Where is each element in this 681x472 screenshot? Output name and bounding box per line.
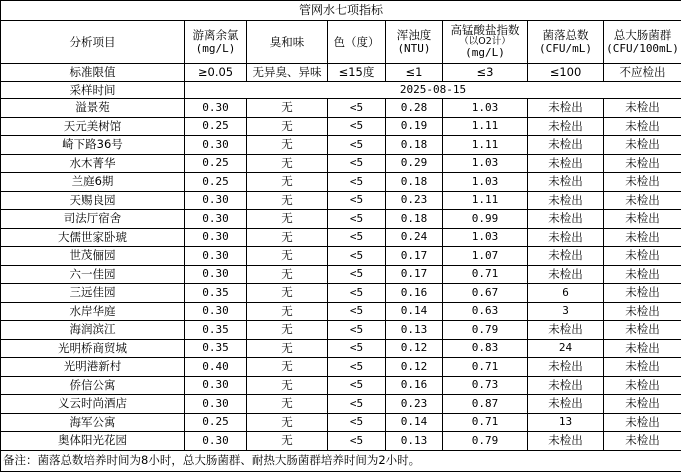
value-cell: <5 bbox=[328, 413, 386, 432]
site-name-cell: 海润滨江 bbox=[1, 321, 185, 340]
table-row bbox=[1, 413, 681, 432]
value-cell: <5 bbox=[328, 395, 386, 414]
value-cell: 1.11 bbox=[443, 136, 528, 155]
value-cell: 0.30 bbox=[185, 191, 247, 210]
value-cell: 1.03 bbox=[443, 228, 528, 247]
value-cell: 未检出 bbox=[528, 210, 604, 229]
value-cell: 0.23 bbox=[386, 395, 443, 414]
value-cell: 1.11 bbox=[443, 117, 528, 136]
table-note: 备注：菌落总数培养时间为8小时，总大肠菌群、耐热大肠菌群培养时间为2小时。 bbox=[1, 450, 681, 471]
value-cell: 0.71 bbox=[443, 413, 528, 432]
value-cell: 未检出 bbox=[604, 228, 681, 247]
table-title-row bbox=[1, 1, 681, 21]
site-name-cell: 崎下路36号 bbox=[1, 136, 185, 155]
note-row bbox=[1, 450, 681, 471]
value-cell: 未检出 bbox=[604, 395, 681, 414]
value-cell: <5 bbox=[328, 376, 386, 395]
value-cell: 未检出 bbox=[528, 136, 604, 155]
value-cell: 未检出 bbox=[604, 358, 681, 377]
value-cell: 0.18 bbox=[386, 136, 443, 155]
value-cell: 1.03 bbox=[443, 173, 528, 192]
value-cell: <5 bbox=[328, 247, 386, 266]
value-cell: 0.87 bbox=[443, 395, 528, 414]
value-cell: 未检出 bbox=[528, 395, 604, 414]
value-cell: 未检出 bbox=[604, 321, 681, 340]
value-cell: 13 bbox=[528, 413, 604, 432]
value-cell: 0.30 bbox=[185, 395, 247, 414]
value-cell: 未检出 bbox=[528, 247, 604, 266]
value-cell: 0.19 bbox=[386, 117, 443, 136]
value-cell: 1.03 bbox=[443, 154, 528, 173]
value-cell: 0.30 bbox=[185, 99, 247, 118]
value-cell: <5 bbox=[328, 228, 386, 247]
header-colony-count: 菌落总数 (CFU/mL) bbox=[528, 21, 604, 64]
site-name-cell: 天赐良园 bbox=[1, 191, 185, 210]
value-cell: 未检出 bbox=[528, 376, 604, 395]
value-cell: 未检出 bbox=[604, 191, 681, 210]
site-name-cell: 水木菁华 bbox=[1, 154, 185, 173]
value-cell: 无 bbox=[247, 247, 328, 266]
table-row bbox=[1, 376, 681, 395]
value-cell: 0.30 bbox=[185, 376, 247, 395]
value-cell: 0.79 bbox=[443, 321, 528, 340]
value-cell: 未检出 bbox=[528, 432, 604, 451]
site-name-cell: 大儒世家卧琥 bbox=[1, 228, 185, 247]
value-cell: 未检出 bbox=[528, 321, 604, 340]
header-coliform: 总大肠菌群 (CFU/100mL) bbox=[604, 21, 681, 64]
value-cell: 无 bbox=[247, 321, 328, 340]
value-cell: 未检出 bbox=[604, 413, 681, 432]
value-cell: 0.23 bbox=[386, 191, 443, 210]
site-name-cell: 世茂俪园 bbox=[1, 247, 185, 266]
value-cell: 未检出 bbox=[604, 302, 681, 321]
table-row bbox=[1, 247, 681, 266]
value-cell: <5 bbox=[328, 173, 386, 192]
sampling-label: 采样时间 bbox=[1, 82, 185, 99]
value-cell: 0.35 bbox=[185, 321, 247, 340]
site-name-cell: 义云时尚酒店 bbox=[1, 395, 185, 414]
value-cell: 未检出 bbox=[528, 228, 604, 247]
value-cell: 未检出 bbox=[528, 358, 604, 377]
value-cell: <5 bbox=[328, 265, 386, 284]
value-cell: 无 bbox=[247, 173, 328, 192]
value-cell: 0.79 bbox=[443, 432, 528, 451]
table-row bbox=[1, 265, 681, 284]
value-cell: 24 bbox=[528, 339, 604, 358]
table-row bbox=[1, 99, 681, 118]
site-name-cell: 水岸华庭 bbox=[1, 302, 185, 321]
value-cell: 0.25 bbox=[185, 154, 247, 173]
standard-value: ≤3 bbox=[443, 64, 528, 82]
value-cell: 未检出 bbox=[528, 117, 604, 136]
site-name-cell: 光明港新村 bbox=[1, 358, 185, 377]
value-cell: 未检出 bbox=[604, 376, 681, 395]
data-rows bbox=[1, 99, 681, 451]
table-row bbox=[1, 339, 681, 358]
table-row bbox=[1, 395, 681, 414]
value-cell: 无 bbox=[247, 284, 328, 303]
value-cell: 0.73 bbox=[443, 376, 528, 395]
value-cell: <5 bbox=[328, 99, 386, 118]
value-cell: 未检出 bbox=[604, 136, 681, 155]
value-cell: 0.24 bbox=[386, 228, 443, 247]
value-cell: 未检出 bbox=[604, 339, 681, 358]
value-cell: 0.14 bbox=[386, 413, 443, 432]
value-cell: <5 bbox=[328, 321, 386, 340]
table-row bbox=[1, 210, 681, 229]
standard-label: 标准限值 bbox=[1, 64, 185, 82]
value-cell: 0.16 bbox=[386, 284, 443, 303]
value-cell: 1.07 bbox=[443, 247, 528, 266]
standard-value: ≤100 bbox=[528, 64, 604, 82]
value-cell: <5 bbox=[328, 210, 386, 229]
value-cell: 0.29 bbox=[386, 154, 443, 173]
value-cell: 无 bbox=[247, 302, 328, 321]
site-name-cell: 海军公寓 bbox=[1, 413, 185, 432]
value-cell: 未检出 bbox=[528, 265, 604, 284]
table-row bbox=[1, 432, 681, 451]
value-cell: 0.16 bbox=[386, 376, 443, 395]
value-cell: 0.99 bbox=[443, 210, 528, 229]
value-cell: 无 bbox=[247, 136, 328, 155]
header-permanganate: 高锰酸盐指数 （以O2计） (mg/L) bbox=[443, 21, 528, 64]
site-name-cell: 溢景苑 bbox=[1, 99, 185, 118]
value-cell: 无 bbox=[247, 154, 328, 173]
table-row bbox=[1, 302, 681, 321]
value-cell: 0.30 bbox=[185, 302, 247, 321]
value-cell: 无 bbox=[247, 99, 328, 118]
value-cell: 无 bbox=[247, 358, 328, 377]
value-cell: 0.40 bbox=[185, 358, 247, 377]
value-cell: 1.11 bbox=[443, 191, 528, 210]
value-cell: 无 bbox=[247, 265, 328, 284]
header-row bbox=[1, 21, 681, 64]
header-color: 色（度） bbox=[328, 21, 386, 64]
value-cell: 0.25 bbox=[185, 173, 247, 192]
header-turbidity: 浑浊度 (NTU) bbox=[386, 21, 443, 64]
site-name-cell: 侨信公寓 bbox=[1, 376, 185, 395]
value-cell: 未检出 bbox=[604, 117, 681, 136]
value-cell: <5 bbox=[328, 117, 386, 136]
value-cell: 未检出 bbox=[604, 432, 681, 451]
sampling-date: 2025-08-15 bbox=[185, 82, 681, 99]
value-cell: 无 bbox=[247, 210, 328, 229]
value-cell: 0.71 bbox=[443, 265, 528, 284]
value-cell: 未检出 bbox=[604, 154, 681, 173]
value-cell: 0.17 bbox=[386, 247, 443, 266]
value-cell: 未检出 bbox=[604, 284, 681, 303]
value-cell: 0.30 bbox=[185, 136, 247, 155]
table-title: 管网水七项指标 bbox=[1, 1, 681, 21]
value-cell: 未检出 bbox=[528, 191, 604, 210]
value-cell: 0.25 bbox=[185, 117, 247, 136]
site-name-cell: 奥体阳光花园 bbox=[1, 432, 185, 451]
table-row bbox=[1, 191, 681, 210]
value-cell: <5 bbox=[328, 302, 386, 321]
site-name-cell: 六一佳园 bbox=[1, 265, 185, 284]
table-row bbox=[1, 228, 681, 247]
value-cell: 未检出 bbox=[528, 99, 604, 118]
value-cell: 0.12 bbox=[386, 358, 443, 377]
standard-value: ≤1 bbox=[386, 64, 443, 82]
value-cell: 未检出 bbox=[604, 265, 681, 284]
value-cell: 0.18 bbox=[386, 210, 443, 229]
table-row bbox=[1, 358, 681, 377]
value-cell: <5 bbox=[328, 432, 386, 451]
value-cell: 0.17 bbox=[386, 265, 443, 284]
value-cell: <5 bbox=[328, 154, 386, 173]
value-cell: 无 bbox=[247, 228, 328, 247]
value-cell: 0.35 bbox=[185, 339, 247, 358]
value-cell: 3 bbox=[528, 302, 604, 321]
standard-row bbox=[1, 64, 681, 82]
site-name-cell: 兰庭6期 bbox=[1, 173, 185, 192]
sampling-row bbox=[1, 82, 681, 99]
table-row bbox=[1, 117, 681, 136]
value-cell: 0.30 bbox=[185, 432, 247, 451]
value-cell: 未检出 bbox=[604, 99, 681, 118]
value-cell: 无 bbox=[247, 432, 328, 451]
value-cell: 0.18 bbox=[386, 173, 443, 192]
value-cell: <5 bbox=[328, 136, 386, 155]
standard-value: ≥0.05 bbox=[185, 64, 247, 82]
value-cell: 6 bbox=[528, 284, 604, 303]
value-cell: 0.13 bbox=[386, 321, 443, 340]
header-odor: 臭和味 bbox=[247, 21, 328, 64]
value-cell: <5 bbox=[328, 191, 386, 210]
value-cell: 1.03 bbox=[443, 99, 528, 118]
value-cell: 未检出 bbox=[604, 173, 681, 192]
table-row bbox=[1, 173, 681, 192]
value-cell: <5 bbox=[328, 284, 386, 303]
standard-value: ≤15度 bbox=[328, 64, 386, 82]
value-cell: 0.35 bbox=[185, 284, 247, 303]
value-cell: 0.30 bbox=[185, 228, 247, 247]
value-cell: 无 bbox=[247, 191, 328, 210]
site-name-cell: 司法厅宿舍 bbox=[1, 210, 185, 229]
value-cell: 无 bbox=[247, 395, 328, 414]
header-free-chlorine: 游离余氯 (mg/L) bbox=[185, 21, 247, 64]
value-cell: <5 bbox=[328, 358, 386, 377]
value-cell: 0.71 bbox=[443, 358, 528, 377]
header-item: 分析项目 bbox=[1, 21, 185, 64]
value-cell: 未检出 bbox=[528, 154, 604, 173]
standard-value: 不应检出 bbox=[604, 64, 681, 82]
table-row bbox=[1, 154, 681, 173]
value-cell: 无 bbox=[247, 117, 328, 136]
value-cell: 0.28 bbox=[386, 99, 443, 118]
value-cell: 0.25 bbox=[185, 413, 247, 432]
value-cell: 0.14 bbox=[386, 302, 443, 321]
table-row bbox=[1, 136, 681, 155]
value-cell: 无 bbox=[247, 413, 328, 432]
value-cell: 0.67 bbox=[443, 284, 528, 303]
value-cell: 未检出 bbox=[528, 173, 604, 192]
value-cell: 0.63 bbox=[443, 302, 528, 321]
value-cell: 0.30 bbox=[185, 247, 247, 266]
value-cell: <5 bbox=[328, 339, 386, 358]
value-cell: 未检出 bbox=[604, 247, 681, 266]
value-cell: 0.83 bbox=[443, 339, 528, 358]
value-cell: 无 bbox=[247, 339, 328, 358]
value-cell: 未检出 bbox=[604, 210, 681, 229]
value-cell: 0.13 bbox=[386, 432, 443, 451]
site-name-cell: 光明桥商贸城 bbox=[1, 339, 185, 358]
table-row bbox=[1, 284, 681, 303]
value-cell: 0.30 bbox=[185, 265, 247, 284]
value-cell: 无 bbox=[247, 376, 328, 395]
value-cell: 0.30 bbox=[185, 210, 247, 229]
standard-value: 无异臭、异味 bbox=[247, 64, 328, 82]
value-cell: 0.12 bbox=[386, 339, 443, 358]
site-name-cell: 天元美树馆 bbox=[1, 117, 185, 136]
site-name-cell: 三远佳园 bbox=[1, 284, 185, 303]
table-row bbox=[1, 321, 681, 340]
